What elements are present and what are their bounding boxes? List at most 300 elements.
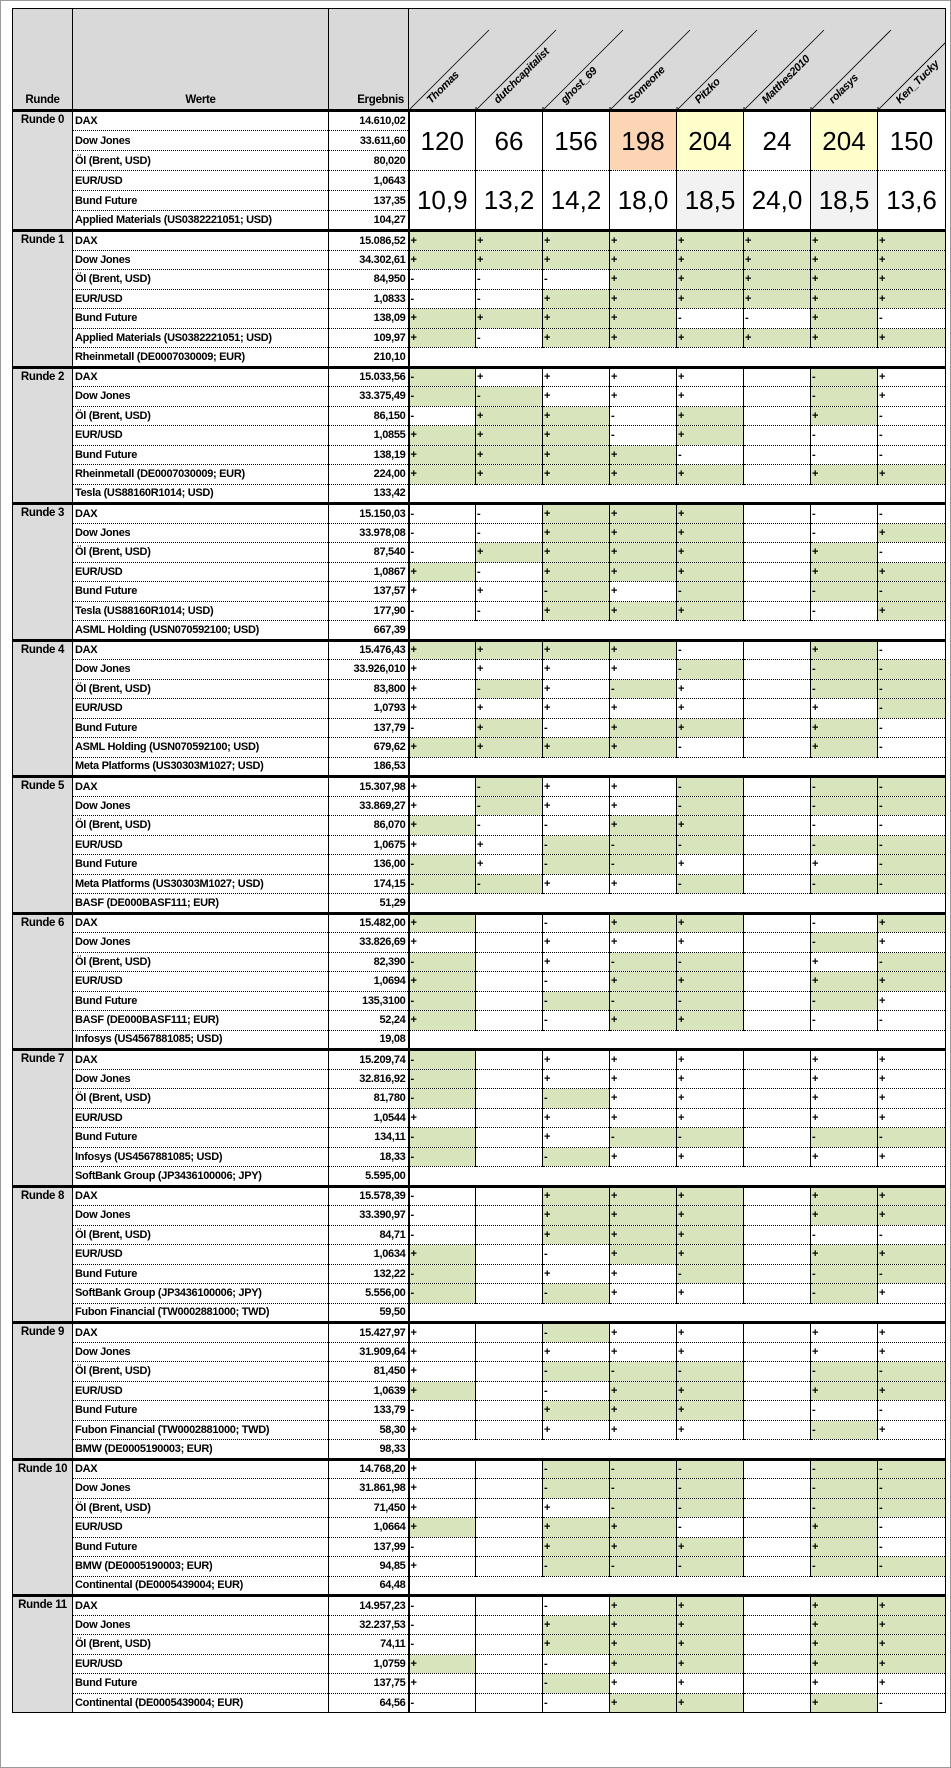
tip-cell: + <box>476 699 543 719</box>
result-value: 15.033,56 <box>329 367 409 387</box>
tip-cell: - <box>878 1537 946 1557</box>
player-average: 13,2 <box>476 171 543 231</box>
tip-cell: + <box>744 289 811 309</box>
result-value: 58,30 <box>329 1420 409 1440</box>
tip-cell: + <box>677 270 744 290</box>
result-value: 71,450 <box>329 1498 409 1518</box>
tip-cell: + <box>610 1420 677 1440</box>
tip-cell: - <box>409 1537 476 1557</box>
tip-cell: - <box>610 679 677 699</box>
tip-cell: + <box>811 1186 878 1206</box>
asset-label: Dow Jones <box>73 1615 329 1635</box>
tip-cell: + <box>811 1518 878 1538</box>
tip-cell: + <box>610 874 677 894</box>
tip-cell: - <box>610 426 677 446</box>
tip-cell: - <box>543 1381 610 1401</box>
tip-cell: - <box>476 289 543 309</box>
result-value: 15.427,97 <box>329 1323 409 1343</box>
tip-cell: - <box>409 1128 476 1148</box>
tip-cell: + <box>543 796 610 816</box>
table-row <box>13 952 946 972</box>
asset-label: Dow Jones <box>73 933 329 953</box>
tip-cell: - <box>811 445 878 465</box>
tip-cell: - <box>878 738 946 758</box>
tip-cell: - <box>409 1615 476 1635</box>
empty-cells <box>409 1576 946 1596</box>
empty-tip-cell <box>744 426 811 446</box>
tip-cell: + <box>610 816 677 836</box>
tip-cell: + <box>811 640 878 660</box>
tip-cell: + <box>811 328 878 348</box>
tip-cell: + <box>677 1284 744 1304</box>
tip-cell: + <box>476 543 543 563</box>
tip-cell: + <box>610 1674 677 1694</box>
tip-cell: - <box>476 387 543 407</box>
empty-tip-cell <box>744 465 811 485</box>
empty-tip-cell <box>744 1518 811 1538</box>
tip-cell: + <box>610 1615 677 1635</box>
empty-tip-cell <box>476 1479 543 1499</box>
tip-cell: - <box>543 991 610 1011</box>
empty-tip-cell <box>744 640 811 660</box>
next-asset-label: SoftBank Group (JP3436100006; JPY) <box>73 1167 329 1187</box>
tip-cell: + <box>610 699 677 719</box>
empty-tip-cell <box>476 1557 543 1577</box>
result-value: 15.476,43 <box>329 640 409 660</box>
empty-tip-cell <box>744 1342 811 1362</box>
tip-cell: + <box>543 1264 610 1284</box>
tip-cell: + <box>610 1381 677 1401</box>
tip-cell: - <box>811 679 878 699</box>
round-label: Runde 9 <box>13 1323 73 1460</box>
asset-label: Dow Jones <box>73 1069 329 1089</box>
empty-tip-cell <box>476 1362 543 1382</box>
tip-cell: + <box>610 1693 677 1713</box>
tip-cell: + <box>878 387 946 407</box>
next-asset-label: BMW (DE0005190003; EUR) <box>73 1440 329 1460</box>
tip-cell: + <box>610 1186 677 1206</box>
tip-cell: + <box>409 582 476 602</box>
tip-cell: - <box>677 1264 744 1284</box>
table-row <box>13 679 946 699</box>
asset-label: Bund Future <box>73 445 329 465</box>
empty-tip-cell <box>744 1050 811 1070</box>
tip-cell: - <box>878 1401 946 1421</box>
tip-cell: + <box>543 1518 610 1538</box>
tip-cell: - <box>811 1264 878 1284</box>
tip-cell: + <box>610 601 677 621</box>
tip-cell: - <box>476 504 543 524</box>
tip-cell: + <box>476 426 543 446</box>
tip-cell: + <box>878 1069 946 1089</box>
table-row <box>13 855 946 875</box>
tip-cell: - <box>811 504 878 524</box>
tip-cell: + <box>677 1011 744 1031</box>
next-asset-row <box>13 484 946 504</box>
tip-cell: + <box>878 933 946 953</box>
asset-label: Rheinmetall (DE0007030009; EUR) <box>73 465 329 485</box>
tip-cell: - <box>543 1596 610 1616</box>
tip-cell: + <box>677 1206 744 1226</box>
table-row <box>13 972 946 992</box>
tip-cell: + <box>677 1225 744 1245</box>
table-row <box>13 816 946 836</box>
tip-cell: + <box>543 1069 610 1089</box>
tip-cell: - <box>476 270 543 290</box>
tip-cell: + <box>677 1147 744 1167</box>
result-value: 82,390 <box>329 952 409 972</box>
tip-cell: + <box>610 504 677 524</box>
result-value: 5.556,00 <box>329 1284 409 1304</box>
table-row <box>13 738 946 758</box>
tip-cell: - <box>476 523 543 543</box>
tip-cell: - <box>476 679 543 699</box>
tip-cell: - <box>878 1264 946 1284</box>
player-score: 66 <box>476 111 543 171</box>
asset-label: Öl (Brent, USD) <box>73 679 329 699</box>
tip-cell: + <box>677 231 744 251</box>
next-asset-value: 5.595,00 <box>329 1167 409 1187</box>
empty-tip-cell <box>744 952 811 972</box>
tip-cell: + <box>409 640 476 660</box>
result-value: 18,33 <box>329 1147 409 1167</box>
tip-cell: - <box>811 1362 878 1382</box>
player-name: Matthes2010 <box>759 53 813 107</box>
asset-label: Bund Future <box>73 991 329 1011</box>
result-value: 104,27 <box>329 211 409 231</box>
tip-cell: - <box>409 1069 476 1089</box>
player-name: Pitzko <box>692 76 723 107</box>
tip-cell: + <box>543 1225 610 1245</box>
tip-cell: + <box>610 562 677 582</box>
empty-tip-cell <box>744 1420 811 1440</box>
asset-label: DAX <box>73 640 329 660</box>
tip-cell: + <box>878 465 946 485</box>
tip-cell: - <box>677 1498 744 1518</box>
empty-tip-cell <box>744 679 811 699</box>
result-value: 15.307,98 <box>329 777 409 797</box>
tip-cell: + <box>677 523 744 543</box>
tip-cell: + <box>543 1186 610 1206</box>
tip-cell: - <box>878 1225 946 1245</box>
result-value: 1,0544 <box>329 1108 409 1128</box>
tip-cell: + <box>610 367 677 387</box>
tip-cell: - <box>878 777 946 797</box>
tip-cell: + <box>610 1225 677 1245</box>
asset-label: Öl (Brent, USD) <box>73 1362 329 1382</box>
tip-cell: + <box>677 913 744 933</box>
tip-cell: + <box>610 1245 677 1265</box>
tip-cell: + <box>610 1108 677 1128</box>
table-row <box>13 933 946 953</box>
tip-cell: - <box>610 835 677 855</box>
table-row <box>13 289 946 309</box>
tip-cell: + <box>610 1635 677 1655</box>
round-label: Runde 11 <box>13 1596 73 1713</box>
tip-cell: + <box>677 1635 744 1655</box>
empty-tip-cell <box>744 874 811 894</box>
tip-cell: + <box>878 523 946 543</box>
asset-label: Dow Jones <box>73 250 329 270</box>
empty-tip-cell <box>744 1089 811 1109</box>
asset-label: DAX <box>73 231 329 251</box>
tip-cell: - <box>409 874 476 894</box>
result-value: 81,780 <box>329 1089 409 1109</box>
tip-cell: - <box>878 445 946 465</box>
tip-cell: + <box>811 309 878 329</box>
tip-cell: - <box>610 1479 677 1499</box>
tip-cell: - <box>677 1128 744 1148</box>
tip-cell: + <box>409 660 476 680</box>
empty-tip-cell <box>744 367 811 387</box>
tip-cell: + <box>677 933 744 953</box>
tip-cell: + <box>677 601 744 621</box>
next-asset-value: 19,08 <box>329 1030 409 1050</box>
result-value: 31.909,64 <box>329 1342 409 1362</box>
tip-cell: + <box>409 796 476 816</box>
header-players <box>409 9 946 111</box>
tip-cell: + <box>543 1342 610 1362</box>
asset-label: EUR/USD <box>73 171 329 191</box>
tip-cell: - <box>677 660 744 680</box>
tip-cell: + <box>610 718 677 738</box>
player-name: rolasys <box>826 71 861 107</box>
tip-cell: - <box>811 991 878 1011</box>
tip-cell: + <box>677 289 744 309</box>
asset-label: Bund Future <box>73 1128 329 1148</box>
tip-cell: + <box>811 1674 878 1694</box>
tip-cell: + <box>744 270 811 290</box>
tip-cell: - <box>811 1401 878 1421</box>
empty-tip-cell <box>744 796 811 816</box>
tip-cell: - <box>878 582 946 602</box>
result-value: 1,0664 <box>329 1518 409 1538</box>
tip-cell: + <box>543 543 610 563</box>
round-label: Runde 2 <box>13 367 73 504</box>
player-average: 18,5 <box>811 171 878 231</box>
empty-tip-cell <box>744 1245 811 1265</box>
asset-label: DAX <box>73 777 329 797</box>
asset-label: Dow Jones <box>73 796 329 816</box>
tip-cell: + <box>677 855 744 875</box>
empty-tip-cell <box>476 1654 543 1674</box>
round-label: Runde 1 <box>13 231 73 368</box>
tip-cell: + <box>476 250 543 270</box>
next-asset-label: Meta Platforms (US30303M1027; USD) <box>73 757 329 777</box>
tip-cell: - <box>677 835 744 855</box>
tip-cell: + <box>610 1518 677 1538</box>
empty-cells <box>409 1030 946 1050</box>
tip-cell: + <box>409 1108 476 1128</box>
table-row <box>13 913 946 933</box>
result-value: 224,00 <box>329 465 409 485</box>
asset-label: DAX <box>73 367 329 387</box>
tip-cell: + <box>610 582 677 602</box>
tip-cell: + <box>409 972 476 992</box>
tip-cell: + <box>610 1050 677 1070</box>
next-asset-row <box>13 1167 946 1187</box>
tip-cell: - <box>811 1420 878 1440</box>
asset-label: Dow Jones <box>73 523 329 543</box>
tip-cell: - <box>878 952 946 972</box>
tip-cell: - <box>878 835 946 855</box>
empty-tip-cell <box>476 1089 543 1109</box>
tip-cell: + <box>878 367 946 387</box>
empty-tip-cell <box>476 1674 543 1694</box>
tip-cell: - <box>811 1011 878 1031</box>
result-value: 33.826,69 <box>329 933 409 953</box>
tip-cell: + <box>677 972 744 992</box>
tip-cell: + <box>543 1108 610 1128</box>
next-asset-value: 59,50 <box>329 1303 409 1323</box>
asset-label: DAX <box>73 504 329 524</box>
empty-tip-cell <box>744 1401 811 1421</box>
asset-label: DAX <box>73 1050 329 1070</box>
empty-cells <box>409 621 946 641</box>
empty-tip-cell <box>744 543 811 563</box>
tip-cell: + <box>878 991 946 1011</box>
tip-cell: + <box>811 718 878 738</box>
tip-cell: + <box>409 933 476 953</box>
tip-cell: - <box>409 952 476 972</box>
tip-cell: + <box>811 952 878 972</box>
tip-cell: - <box>543 835 610 855</box>
tip-cell: + <box>409 465 476 485</box>
asset-label: EUR/USD <box>73 1108 329 1128</box>
tip-cell: - <box>677 952 744 972</box>
tip-cell: - <box>543 1147 610 1167</box>
tip-cell: - <box>811 1284 878 1304</box>
tip-cell: + <box>878 1108 946 1128</box>
tip-cell: - <box>409 367 476 387</box>
table-row <box>13 1537 946 1557</box>
tip-cell: + <box>677 250 744 270</box>
result-value: 1,0694 <box>329 972 409 992</box>
tip-cell: - <box>543 913 610 933</box>
tip-cell: + <box>610 445 677 465</box>
empty-tip-cell <box>744 1557 811 1577</box>
empty-tip-cell <box>744 1186 811 1206</box>
tip-cell: - <box>677 738 744 758</box>
next-asset-label: ASML Holding (USN070592100; USD) <box>73 621 329 641</box>
empty-cells <box>409 757 946 777</box>
table-row <box>13 523 946 543</box>
result-value: 15.209,74 <box>329 1050 409 1070</box>
tip-cell: - <box>409 1264 476 1284</box>
result-value: 1,0639 <box>329 1381 409 1401</box>
empty-tip-cell <box>476 1401 543 1421</box>
header-divider <box>544 30 623 109</box>
table-row <box>13 445 946 465</box>
table-row <box>13 1206 946 1226</box>
player-names <box>409 12 945 109</box>
result-value: 15.482,00 <box>329 913 409 933</box>
asset-label: Öl (Brent, USD) <box>73 1498 329 1518</box>
round-label: Runde 5 <box>13 777 73 914</box>
empty-tip-cell <box>476 1518 543 1538</box>
empty-tip-cell <box>744 1537 811 1557</box>
table-row <box>13 406 946 426</box>
tip-cell: + <box>476 738 543 758</box>
tip-cell: - <box>878 874 946 894</box>
result-value: 1,0675 <box>329 835 409 855</box>
tip-cell: - <box>409 289 476 309</box>
asset-label: ASML Holding (USN070592100; USD) <box>73 738 329 758</box>
table-row <box>13 1108 946 1128</box>
result-value: 137,79 <box>329 718 409 738</box>
empty-tip-cell <box>744 582 811 602</box>
asset-label: Bund Future <box>73 855 329 875</box>
asset-label: EUR/USD <box>73 972 329 992</box>
tip-cell: + <box>677 543 744 563</box>
tip-cell: + <box>409 1459 476 1479</box>
player-average: 14,2 <box>543 171 610 231</box>
next-asset-row <box>13 894 946 914</box>
table-row <box>13 1654 946 1674</box>
tip-cell: + <box>476 231 543 251</box>
table-row <box>13 1323 946 1343</box>
tip-cell: + <box>409 1518 476 1538</box>
empty-tip-cell <box>744 1206 811 1226</box>
empty-cells <box>409 484 946 504</box>
tip-cell: - <box>409 991 476 1011</box>
result-value: 137,75 <box>329 1674 409 1694</box>
tip-cell: + <box>811 972 878 992</box>
player-score: 120 <box>409 111 476 171</box>
empty-tip-cell <box>744 387 811 407</box>
tip-cell: + <box>878 1381 946 1401</box>
tip-cell: + <box>811 1323 878 1343</box>
next-asset-row <box>13 1030 946 1050</box>
player-average: 13,6 <box>878 171 946 231</box>
tip-cell: + <box>409 1323 476 1343</box>
tip-cell: + <box>677 1069 744 1089</box>
result-value: 83,800 <box>329 679 409 699</box>
tip-cell: + <box>677 1342 744 1362</box>
tip-cell: + <box>878 1342 946 1362</box>
tip-cell: - <box>677 1362 744 1382</box>
tip-cell: + <box>543 738 610 758</box>
table-row <box>13 309 946 329</box>
asset-label: BMW (DE0005190003; EUR) <box>73 1557 329 1577</box>
table-row <box>13 1089 946 1109</box>
tip-cell: - <box>811 1225 878 1245</box>
tip-cell: + <box>610 1284 677 1304</box>
tip-cell: + <box>543 562 610 582</box>
tip-cell: - <box>476 816 543 836</box>
empty-cells <box>409 1303 946 1323</box>
tip-cell: + <box>409 426 476 446</box>
asset-label: Bund Future <box>73 582 329 602</box>
result-value: 52,24 <box>329 1011 409 1031</box>
tip-cell: + <box>543 1498 610 1518</box>
tip-cell: - <box>811 660 878 680</box>
tip-cell: - <box>878 1693 946 1713</box>
tip-cell: - <box>543 816 610 836</box>
asset-label: EUR/USD <box>73 1518 329 1538</box>
tip-cell: + <box>610 640 677 660</box>
tip-cell: + <box>543 933 610 953</box>
table-row <box>13 231 946 251</box>
asset-label: Tesla (US88160R1014; USD) <box>73 601 329 621</box>
tip-cell: + <box>811 406 878 426</box>
asset-label: Dow Jones <box>73 1206 329 1226</box>
empty-tip-cell <box>744 933 811 953</box>
empty-cells <box>409 348 946 368</box>
tip-cell: - <box>878 1479 946 1499</box>
tip-cell: + <box>610 387 677 407</box>
empty-tip-cell <box>476 1381 543 1401</box>
